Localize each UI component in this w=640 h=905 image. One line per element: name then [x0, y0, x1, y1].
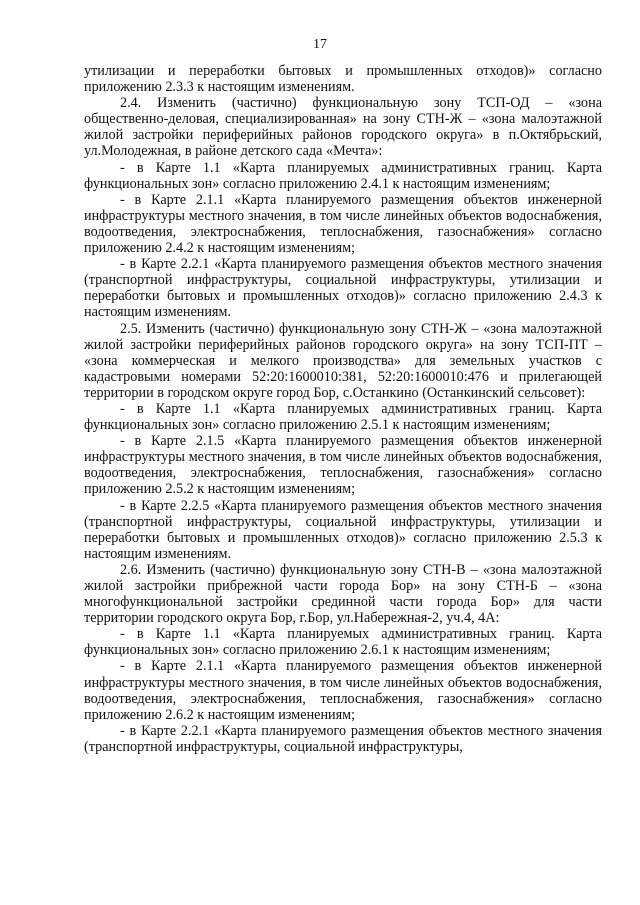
list-item: - в Карте 2.1.1 «Карта планируемого размещения объектов инженерной инфраструктуры местного значения, в том числе линейных объектов водоснабжения, водоотведения, электроснабжения, теплоснабжения, газоснабжения» согласно приложению 2.4.2 к настоящим изменениям; [84, 191, 602, 257]
list-item: - в Карте 1.1 «Карта планируемых административных границ. Карта функциональных зон» согласно приложению 2.5.1 к настоящим изменениям; [84, 400, 602, 434]
paragraph-2-4: 2.4. Изменить (частично) функциональную зону ТСП-ОД – «зона общественно-деловая, специализированная» на зону СТН-Ж – «зона малоэтажной жилой застройки периферийных районов городского округа» в п.Октябрьский, ул.Молодежная, в районе детского сада «Мечта»: [84, 95, 602, 160]
paragraph-2-6: 2.6. Изменить (частично) функциональную зону СТН-В – «зона малоэтажной жилой застройки прибрежной части города Бор» на зону СТН-Б – «зона многофункциональной застройки срединной части города Бор» для части территории городского округа Бор, г.Бор, ул.Набережная-2, уч.4, 4А: [84, 561, 602, 627]
list-item: - в Карте 2.2.1 «Карта планируемого размещения объектов местного значения (транспортной инфраструктуры, социальной инфраструктуры, [84, 722, 602, 755]
page-number: 17 [313, 37, 327, 52]
list-item: - в Карте 2.2.5 «Карта планируемого размещения объектов местного значения (транспортной инфраструктуры, социальной инфраструктуры, утилизации и переработки бытовых и промышленных отходов)» согласно приложению 2.5.3 к настоящим изменениям. [84, 497, 602, 562]
list-item: - в Карте 1.1 «Карта планируемых административных границ. Карта функциональных зон» согласно приложению 2.4.1 к настоящим изменениям; [84, 159, 602, 192]
list-item: - в Карте 2.2.1 «Карта планируемого размещения объектов местного значения (транспортной инфраструктуры, социальной инфраструктуры, утилизации и переработки бытовых и промышленных отходов)» согласно приложению 2.4.3 к настоящим изменениям. [84, 256, 602, 321]
list-item: - в Карте 2.1.1 «Карта планируемого размещения объектов инженерной инфраструктуры местного значения, в том числе линейных объектов водоснабжения, водоотведения, электроснабжения, теплоснабжения, газоснабжения» согласно приложению 2.6.2 к настоящим изменениям; [84, 658, 602, 723]
list-item: - в Карте 1.1 «Карта планируемых административных границ. Карта функциональных зон» согласно приложению 2.6.1 к настоящим изменениям; [84, 626, 602, 659]
document-body [84, 63, 602, 755]
list-item: - в Карте 2.1.5 «Карта планируемого размещения объектов инженерной инфраструктуры местного значения, в том числе линейных объектов водоснабжения, водоотведения, электроснабжения, теплоснабжения, газоснабжения» согласно приложению 2.5.2 к настоящим изменениям; [84, 433, 602, 498]
paragraph-continuation: утилизации и переработки бытовых и промышленных отходов)» согласно приложению 2.3.3 к настоящим изменениям. [84, 63, 602, 96]
paragraph-2-5: 2.5. Изменить (частично) функциональную зону СТН-Ж – «зона малоэтажной жилой застройки периферийных районов городского округа» на зону ТСП-ПТ – «зона коммерческая и мелкого производства» для земельных участков с кадастровыми номерами 52:20:1600010:381, 52:20:1600010:476 и прилегающей территории в городском округе город Бор, с.Останкино (Останкинский сельсовет): [84, 320, 602, 401]
